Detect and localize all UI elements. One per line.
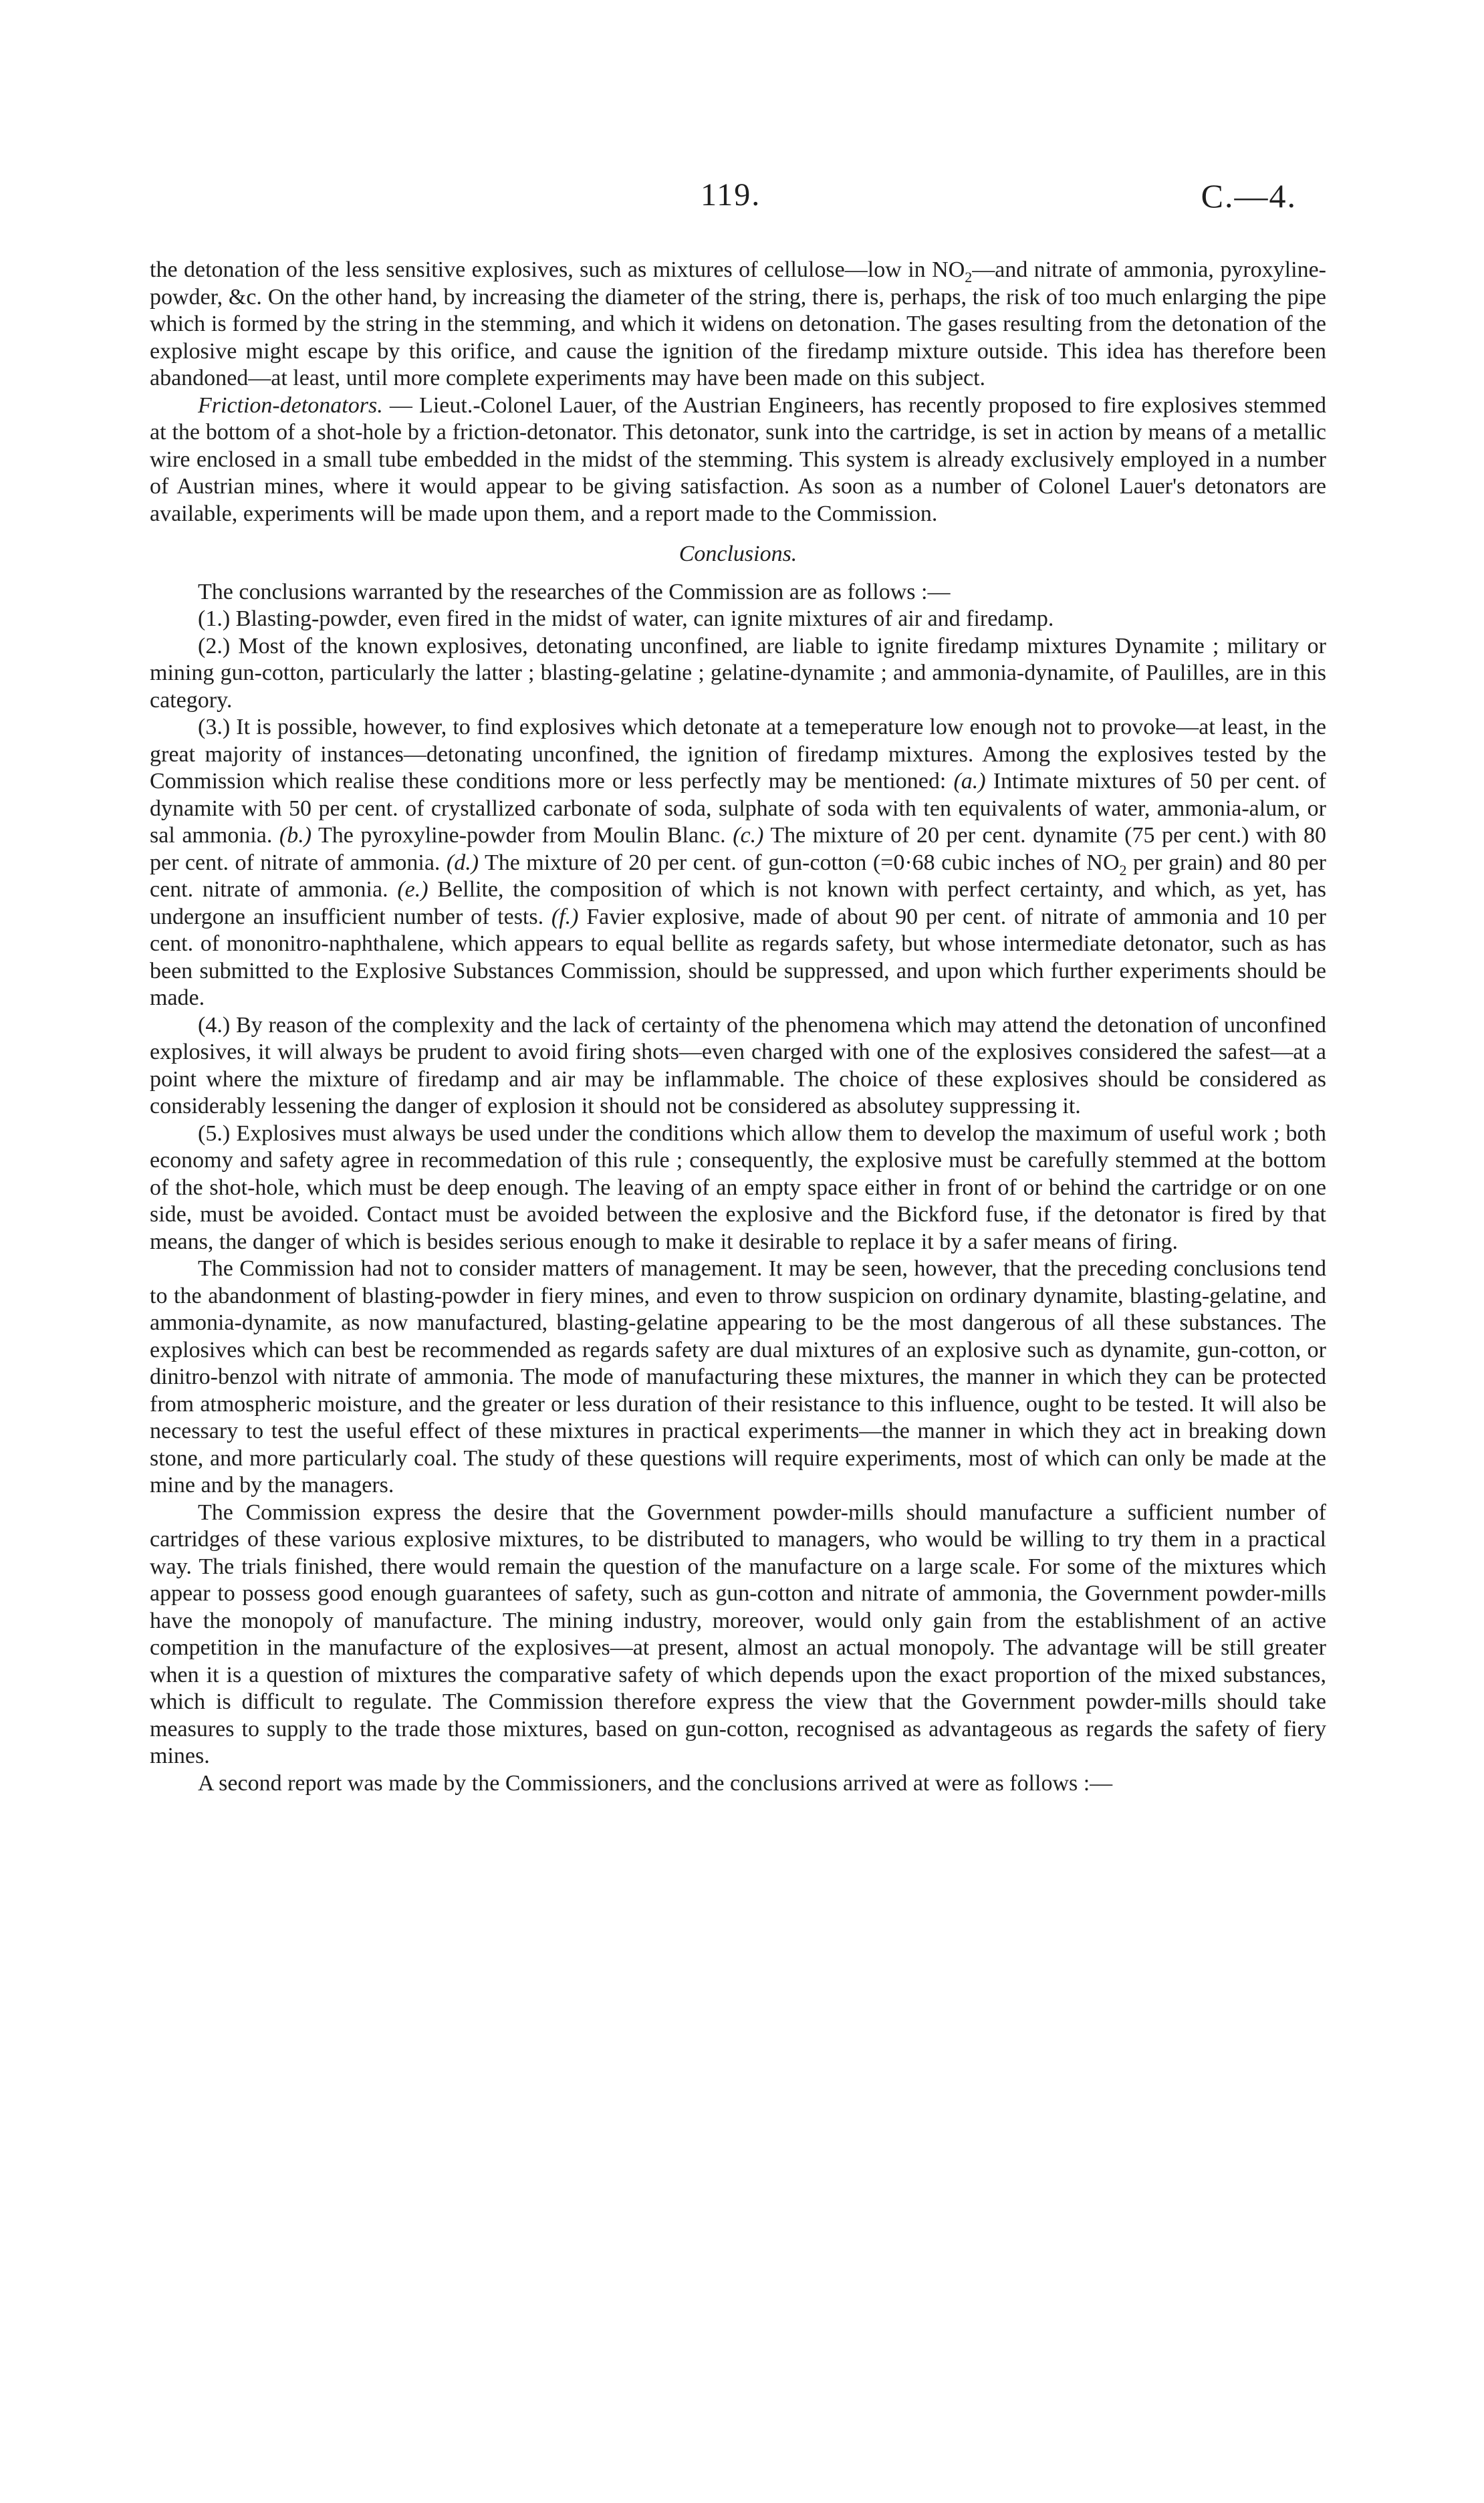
series-code: C.—4. bbox=[1201, 177, 1297, 215]
list-marker: (f.) bbox=[551, 904, 579, 929]
list-marker: (c.) bbox=[733, 823, 764, 848]
text-run: — Lieut.-Colonel Lauer, of the Austrian Engineers, has recently proposed to fire explosives stemmed at the bottom of a shot-hole by a friction-detonator. This detonator, sunk into the cartridge, is set in action by means of a metallic wire enclosed in a small tube embedded in the midst of the stemming. This system is already exclusively employed in a number of Austrian mines, where it would appear to be giving satisfaction. As soon as a number of Colonel Lauer's detonators are available, experiments will be made upon them, and a report made to the Commission. bbox=[150, 392, 1326, 526]
paragraph-friction-detonators bbox=[150, 392, 1326, 528]
list-marker: (a.) bbox=[953, 769, 986, 794]
text-run: The mixture of 20 per cent. of gun-cotton (=0·68 cubic inches of NO bbox=[479, 850, 1120, 875]
paragraph-second-report: A second report was made by the Commissioners, and the conclusions arrived at were as follows :— bbox=[198, 1770, 1113, 1796]
paragraph-powder-mills: The Commission express the desire that the Government powder-mills should manufacture a sufficient number of cartridges of these various explosive mixtures, to be distributed to managers, who would be willing to try them in a practical way. The trials finished, there would remain the question of the manufacture on a large scale. For some of the mixtures which appear to possess good enough guarantees of safety, such as gun-cotton and nitrate of ammonia, the Government powder-mills have the monopoly of manufacture. The mining industry, moreover, would only gain from the establishment of an active competition in the manufacture of the explosives—at present, almost an actual monopoly. The advantage will be still greater when it is a question of mixtures the comparative safety of which depends upon the exact proportion of the mixed substances, which is difficult to regulate. The Commission therefore express the view that the Government powder-mills should take measures to supply to the trade those mixtures, based on gun-cotton, recognised as advantageous as regards the safety of fiery mines. bbox=[150, 1500, 1326, 1768]
text-run: (3.) It is possible, however, to find explosives which detonate at a temeperature low enough not to provoke—at least, in the great majority of instances—detonating unconfined, the ignition of firedamp mixtures. Among the explosives tested by the Commission which realise these conditions more or less perfectly may be mentioned: bbox=[150, 715, 1326, 794]
text-run: Bellite, the composition of which is not known with perfect certainty, and which, as yet, has undergone an insufficient number of tests. bbox=[150, 877, 1326, 929]
run-in-heading: Friction-detonators. bbox=[198, 392, 383, 418]
text-run: The mixture of 20 per cent. dynamite (75 per cent.) with 80 per cent. of nitrate of ammonia. bbox=[150, 823, 1326, 875]
paragraph-continuation bbox=[150, 257, 1326, 392]
list-marker: (b.) bbox=[279, 823, 312, 848]
list-marker: (d.) bbox=[446, 850, 479, 875]
conclusion-4: (4.) By reason of the complexity and the lack of certainty of the phenomena which may attend the detonation of unconfined explosives, it will always be prudent to avoid firing shots—even charged with one of the explosives considered the safest—at a point where the mixture of firedamp and air may be inflammable. The choice of these explosives should be considered as considerably lessening the danger of explosion it should not be considered as absolutey suppressing it. bbox=[150, 1012, 1326, 1118]
conclusion-1: (1.) Blasting-powder, even fired in the midst of water, can ignite mixtures of air and firedamp. bbox=[198, 606, 1054, 631]
text-run: per grain) and 80 per cent. nitrate of ammonia. bbox=[150, 850, 1326, 902]
conclusion-2: (2.) Most of the known explosives, detonating unconfined, are liable to ignite firedamp mixtures Dynamite ; military or mining gun-cotton, particularly the latter ; blasting-gelatine ; gelatine-dynamite ; and ammonia-dynamite, of Paulilles, are in this category. bbox=[150, 633, 1326, 713]
conclusion-5: (5.) Explosives must always be used under the conditions which allow them to develop the maximum of useful work ; both economy and safety agree in recommedation of this rule ; consequently, the explosive must be carefully stemmed at the bottom of the shot-hole, which must be deep enough. The leaving of an empty space either in front of or behind the cartridge or on one side, must be avoided. Contact must be avoided between the explosive and the Bickford fuse, if the detonator is fired by that means, the danger of which is besides serious enough to make it desirable to replace it by a safer means of firing. bbox=[150, 1120, 1326, 1254]
text-run: —and nitrate of ammonia, pyroxyline-powder, &c. On the other hand, by increasing the diameter of the string, there is, perhaps, the risk of too much enlarging the pipe which is formed by the string in the stemming, and which it widens on detonation. The gases resulting from the detonation of the explosive might escape by this orifice, and cause the ignition of the firedamp mixture outside. This idea has therefore been abandoned—at least, until more complete experiments may have been made on this subject. bbox=[150, 257, 1326, 390]
text-run: Favier explosive, made of about 90 per cent. of nitrate of ammonia and 10 per cent. of mononitro-naphthalene, which appears to equal bellite as regards safety, but whose intermediate detonator, such as has been submitted to the Explosive Substances Commission, should be suppressed, and upon which further experiments should be made. bbox=[150, 904, 1326, 1010]
page-header bbox=[0, 176, 1484, 230]
text-run: The pyroxyline-powder from Moulin Blanc. bbox=[312, 823, 733, 848]
paragraph-management: The Commission had not to consider matters of management. It may be seen, however, that the preceding conclusions tend to the abandonment of blasting-powder in fiery mines, and even to throw suspicion on ordinary dynamite, blasting-gelatine, and ammonia-dynamite, as now manufactured, blasting-gelatine appearing to be the most dangerous of all these substances. The explosives which can best be recommended as regards safety are dual mixtures of an explosive such as dynamite, gun-cotton, or dinitro-benzol with nitrate of ammonia. The mode of manufacturing these mixtures, the manner in which they can be protected from atmospheric moisture, and the greater or less duration of their resistance to this influence, ought to be tested. It will also be necessary to test the useful effect of these mixtures in practical experiments—the manner in which they act in breaking down stone, and more particularly coal. The study of these questions will require experiments, most of which can only be made at the mine and by the managers. bbox=[150, 1256, 1326, 1498]
list-marker: (e.) bbox=[397, 877, 428, 902]
page-number: 119. bbox=[701, 177, 761, 213]
text-run: the detonation of the less sensitive explosives, such as mixtures of cellulose—low in NO bbox=[150, 257, 965, 282]
text-run: Intimate mixtures of 50 per cent. of dynamite with 50 per cent. of crystallized carbonate of soda, sulphate of soda with ten equivalents of water, ammonia-alum, or sal ammonia. bbox=[150, 769, 1327, 848]
conclusion-3 bbox=[150, 714, 1326, 1012]
body-text bbox=[150, 257, 1326, 1797]
subscript: 2 bbox=[1119, 861, 1127, 878]
subscript: 2 bbox=[965, 268, 973, 285]
conclusions-intro: The conclusions warranted by the researches of the Commission are as follows :— bbox=[198, 579, 951, 604]
section-title-conclusions: Conclusions. bbox=[678, 542, 797, 566]
